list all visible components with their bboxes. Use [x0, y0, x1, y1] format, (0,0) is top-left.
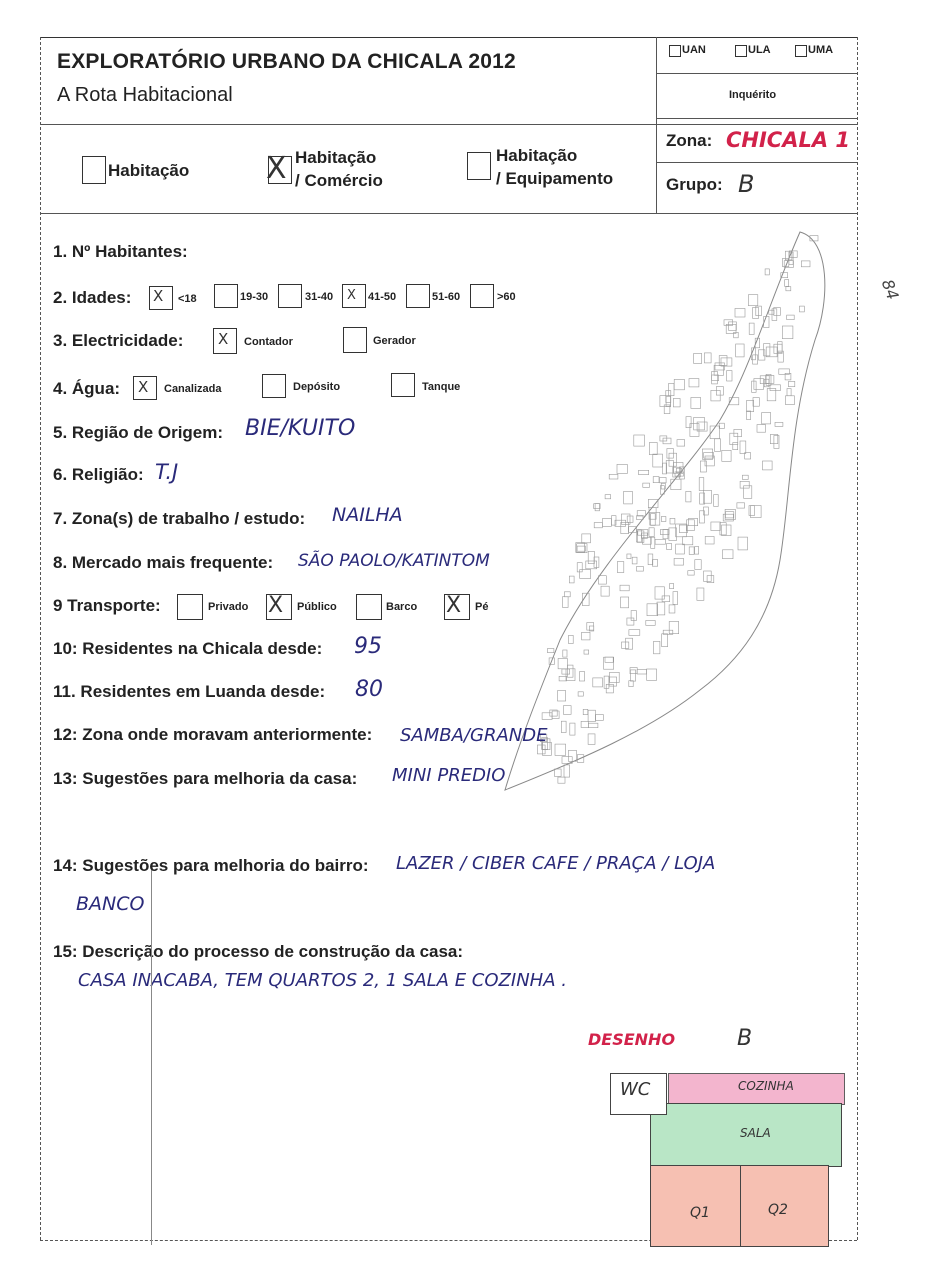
building-footprint — [588, 710, 595, 721]
building-footprint — [662, 634, 668, 647]
building-footprint — [588, 734, 595, 745]
building-footprint — [582, 534, 591, 543]
building-footprint — [558, 691, 566, 701]
building-footprint — [637, 567, 644, 572]
building-footprint — [620, 585, 629, 591]
inquerito-label: Inquérito — [729, 89, 777, 101]
check-mark-pe: X — [446, 593, 462, 618]
building-footprint — [694, 354, 702, 364]
building-footprint — [609, 677, 617, 686]
building-footprint — [669, 453, 677, 466]
building-footprint — [686, 491, 691, 502]
building-footprint — [583, 709, 588, 714]
q14-answer-line1[interactable]: LAZER / CIBER CAFE / PRAÇA / LOJA — [396, 853, 716, 874]
building-footprint — [569, 635, 574, 643]
building-footprint — [615, 520, 626, 526]
building-footprint — [688, 571, 694, 575]
building-footprint — [695, 547, 699, 555]
building-footprint — [700, 493, 705, 504]
checkbox-gerador[interactable] — [343, 327, 367, 353]
q13-answer[interactable]: MINI PREDIO — [392, 765, 506, 786]
building-footprint — [654, 641, 660, 653]
label-wc: WC — [620, 1079, 651, 1100]
building-footprint — [742, 475, 748, 479]
building-footprint — [683, 537, 693, 545]
building-footprint — [563, 706, 571, 715]
checkbox-barco[interactable] — [356, 594, 382, 620]
label-barco: Barco — [386, 601, 418, 613]
building-footprint — [638, 530, 648, 536]
checkbox-tanque[interactable] — [391, 373, 415, 397]
building-footprint — [609, 474, 618, 479]
q4-label: 4. Água: — [53, 379, 121, 398]
building-footprint — [712, 371, 718, 384]
building-footprint — [711, 522, 720, 531]
building-footprint — [676, 524, 687, 537]
label-pe: Pé — [475, 601, 489, 613]
label-contador: Contador — [244, 336, 293, 348]
building-footprint — [676, 544, 685, 554]
building-footprint — [740, 441, 746, 454]
building-footprint — [617, 464, 627, 473]
building-footprint — [787, 315, 795, 320]
building-footprint — [671, 479, 681, 490]
building-footprint — [700, 461, 706, 472]
building-footprint — [716, 387, 723, 396]
building-footprint — [561, 721, 566, 732]
building-footprint — [629, 681, 633, 687]
building-footprint — [800, 306, 805, 312]
floor-plan-group: B — [737, 1026, 753, 1051]
building-footprint — [637, 531, 644, 543]
building-footprint — [686, 417, 691, 428]
building-footprint — [765, 269, 769, 275]
building-footprint — [580, 570, 591, 579]
building-footprint — [624, 491, 633, 504]
label-age-over-60: >60 — [497, 291, 516, 303]
label-deposito: Depósito — [293, 381, 341, 393]
building-footprint — [587, 623, 594, 631]
page-subtitle: A Rota Habitacional — [57, 84, 233, 106]
q5-answer[interactable]: BIE/KUITO — [245, 416, 356, 441]
building-footprint — [648, 554, 653, 565]
q12-label: 12: Zona onde moravam anteriormente: — [53, 725, 373, 744]
building-footprint — [564, 592, 570, 597]
label-hab-equip-1: Habitação — [496, 146, 578, 165]
building-footprint — [787, 389, 791, 396]
building-footprint — [747, 400, 754, 411]
building-footprint — [727, 371, 732, 381]
building-footprint — [582, 632, 590, 640]
q8-answer[interactable]: SÃO PAOLO/KATINTOM — [298, 551, 490, 571]
label-cozinha: COZINHA — [738, 1079, 794, 1093]
page-title: EXPLORATÓRIO URBANO DA CHICALA 2012 — [57, 50, 516, 73]
building-footprint — [660, 436, 667, 441]
building-footprint — [766, 347, 777, 357]
building-footprint — [726, 512, 734, 518]
side-note: 84 — [877, 276, 903, 303]
building-footprint — [772, 309, 777, 321]
label-tanque: Tanque — [422, 381, 461, 393]
building-footprint — [655, 587, 664, 599]
building-footprint — [721, 358, 732, 366]
building-footprint — [653, 477, 659, 483]
building-footprint — [605, 657, 613, 662]
label-canalizada: Canalizada — [164, 383, 222, 395]
building-footprint — [601, 586, 609, 596]
building-footprint — [770, 385, 780, 391]
building-footprint — [735, 309, 745, 318]
q6-label: 6. Religião: — [53, 465, 144, 484]
label-q1: Q1 — [690, 1205, 710, 1221]
building-footprint — [596, 715, 604, 721]
label-age-31-40: 31-40 — [305, 291, 334, 303]
zona-value[interactable]: CHICALA 1 — [726, 128, 851, 152]
building-footprint — [617, 562, 624, 573]
building-footprint — [627, 554, 631, 559]
building-footprint — [649, 443, 657, 455]
building-footprint — [602, 519, 611, 527]
building-footprint — [757, 425, 766, 433]
q14-answer-line2[interactable]: BANCO — [76, 893, 145, 915]
building-footprint — [558, 777, 565, 783]
check-mark-age-41-50: X — [347, 288, 356, 303]
label-hab-comercio-2: / Comércio — [295, 171, 383, 190]
building-footprint — [801, 261, 810, 267]
building-footprint — [782, 326, 793, 339]
building-footprint — [558, 659, 567, 669]
q2-label: 2. Idades: — [53, 288, 132, 307]
label-sala: SALA — [740, 1126, 771, 1140]
building-footprint — [723, 514, 733, 521]
building-footprint — [714, 365, 723, 375]
building-footprint — [786, 287, 791, 291]
checkbox-age-19-30[interactable] — [214, 284, 238, 308]
building-footprint — [744, 486, 752, 499]
building-footprint — [691, 398, 701, 409]
building-footprint — [629, 630, 640, 636]
building-footprint — [643, 483, 650, 487]
building-footprint — [646, 621, 655, 626]
building-footprint — [661, 483, 665, 489]
building-footprint — [621, 522, 629, 533]
check-mark-age-under-18: X — [153, 287, 164, 305]
building-footprint — [660, 478, 667, 483]
building-footprint — [653, 454, 663, 467]
checkbox-privado[interactable] — [177, 594, 203, 620]
building-footprint — [722, 450, 731, 461]
building-footprint — [786, 396, 795, 405]
building-footprint — [559, 676, 567, 681]
building-footprint — [666, 461, 673, 474]
building-footprint — [737, 503, 745, 508]
building-footprint — [548, 649, 554, 653]
building-footprints — [537, 236, 818, 784]
building-footprint — [738, 537, 748, 550]
building-footprint — [747, 411, 751, 420]
building-footprint — [662, 596, 670, 602]
building-footprint — [760, 376, 769, 384]
building-footprint — [750, 506, 761, 518]
building-footprint — [622, 642, 629, 648]
building-footprint — [627, 618, 634, 625]
label-hab-comercio-1: Habitação — [295, 148, 377, 167]
building-footprint — [775, 422, 783, 426]
floor-plan-title: DESENHO — [588, 1030, 676, 1049]
q3-label: 3. Electricidade: — [53, 331, 184, 350]
building-footprint — [657, 602, 665, 615]
q7-label: 7. Zona(s) de trabalho / estudo: — [53, 509, 306, 528]
q11-label: 11. Residentes em Luanda desde: — [53, 682, 326, 701]
label-ula: ULA — [748, 44, 771, 56]
building-footprint — [604, 676, 609, 688]
building-footprint — [705, 537, 714, 545]
building-footprint — [674, 379, 684, 389]
label-uma: UMA — [808, 44, 834, 56]
building-footprint — [563, 650, 567, 657]
building-footprint — [552, 711, 559, 719]
building-footprint — [570, 723, 575, 735]
building-footprint — [759, 350, 765, 360]
building-footprint — [723, 550, 734, 559]
building-footprint — [606, 684, 613, 693]
building-footprint — [719, 356, 727, 366]
building-footprint — [740, 481, 749, 488]
q15-label: 15: Descrição do processo de construção da casa: — [53, 942, 464, 961]
building-footprint — [588, 723, 598, 728]
building-footprint — [689, 547, 694, 555]
q7-answer[interactable]: NAILHA — [332, 504, 403, 526]
building-footprint — [555, 744, 566, 755]
q11-answer[interactable]: 80 — [355, 677, 383, 702]
q6-answer[interactable]: T.J — [155, 460, 179, 484]
building-footprint — [650, 512, 660, 525]
building-footprint — [715, 363, 725, 370]
building-footprint — [569, 576, 574, 583]
building-footprint — [764, 379, 769, 387]
label-gerador: Gerador — [373, 335, 416, 347]
building-footprint — [661, 517, 666, 522]
pen-stroke — [151, 870, 152, 1245]
building-footprint — [669, 622, 679, 634]
label-habitacao: Habitação — [108, 161, 190, 180]
label-age-51-60: 51-60 — [432, 291, 461, 303]
building-footprint — [749, 506, 755, 516]
label-q2: Q2 — [768, 1202, 788, 1218]
building-footprint — [674, 558, 683, 565]
q5-label: 5. Região de Origem: — [53, 423, 224, 442]
check-mark-contador: X — [218, 330, 229, 348]
building-footprint — [610, 672, 620, 682]
building-footprint — [670, 584, 674, 589]
building-footprint — [749, 323, 754, 334]
building-footprint — [634, 435, 645, 446]
building-footprint — [621, 597, 629, 608]
checkbox-deposito[interactable] — [262, 374, 286, 398]
check-mark-habitacao-comercio: X — [266, 151, 287, 186]
q10-label: 10: Residentes na Chicala desde: — [53, 639, 323, 658]
label-privado: Privado — [208, 601, 249, 613]
building-footprint — [714, 495, 719, 507]
label-uan: UAN — [682, 44, 706, 56]
building-footprint — [689, 379, 699, 387]
building-footprint — [748, 295, 757, 306]
building-footprint — [584, 650, 589, 654]
check-mark-publico: X — [268, 593, 284, 618]
checkbox-age-31-40[interactable] — [278, 284, 302, 308]
building-footprint — [655, 539, 665, 544]
building-footprint — [588, 551, 594, 563]
building-footprint — [673, 592, 678, 605]
building-footprint — [753, 398, 759, 407]
label-age-41-50: 41-50 — [368, 291, 397, 303]
building-footprint — [753, 355, 758, 364]
building-footprint — [736, 344, 744, 357]
building-footprint — [669, 605, 675, 613]
q14-label: 14: Sugestões para melhoria do bairro: — [53, 856, 369, 875]
building-footprint — [605, 495, 611, 499]
q8-label: 8. Mercado mais frequente: — [53, 553, 274, 572]
building-footprint — [667, 543, 672, 549]
label-age-19-30: 19-30 — [240, 291, 269, 303]
building-footprint — [647, 604, 658, 616]
building-footprint — [677, 440, 685, 446]
building-footprint — [670, 518, 675, 524]
building-footprint — [593, 678, 603, 687]
building-footprint — [647, 669, 657, 680]
building-footprint — [774, 436, 779, 449]
q1-label: 1. Nº Habitantes: — [53, 242, 188, 261]
building-footprint — [652, 560, 657, 567]
building-footprint — [763, 461, 773, 470]
building-footprint — [697, 588, 704, 600]
building-footprint — [577, 546, 585, 551]
q12-answer[interactable]: SAMBA/GRANDE — [400, 725, 548, 746]
building-footprint — [632, 557, 637, 564]
building-footprint — [663, 529, 668, 538]
building-footprint — [649, 528, 654, 537]
building-footprint — [580, 672, 585, 681]
building-footprint — [699, 478, 704, 491]
building-footprint — [564, 765, 570, 777]
building-footprint — [594, 523, 602, 528]
label-hab-equip-2: / Equipamento — [496, 169, 614, 188]
building-footprint — [720, 523, 726, 535]
building-footprint — [762, 413, 771, 424]
building-footprint — [594, 504, 600, 509]
grupo-label: Grupo: — [666, 175, 723, 194]
q15-answer[interactable]: CASA INACABA, TEM QUARTOS 2, 1 SALA E COZINHA . — [78, 970, 567, 991]
building-footprint — [789, 381, 795, 386]
zona-label: Zona: — [666, 131, 713, 150]
building-footprint — [695, 560, 701, 570]
building-footprint — [563, 597, 569, 608]
building-footprint — [785, 280, 789, 287]
building-footprint — [630, 668, 637, 674]
building-footprint — [581, 721, 588, 727]
building-footprint — [639, 470, 649, 474]
grupo-value[interactable]: B — [738, 170, 755, 198]
building-footprint — [578, 692, 583, 696]
building-footprint — [704, 353, 711, 363]
building-footprint — [555, 769, 562, 776]
label-age-under-18: <18 — [178, 293, 197, 305]
q10-answer[interactable]: 95 — [354, 634, 382, 659]
label-publico: Público — [297, 601, 337, 613]
building-footprint — [599, 576, 607, 584]
building-footprint — [733, 443, 738, 450]
building-footprint — [673, 399, 680, 407]
building-footprint — [595, 504, 599, 511]
q9-label: 9 Transporte: — [53, 596, 161, 615]
building-footprint — [769, 310, 774, 314]
building-footprint — [637, 670, 647, 675]
building-footprint — [669, 383, 674, 395]
checkbox-age-51-60[interactable] — [406, 284, 430, 308]
building-footprint — [567, 665, 573, 677]
building-footprint — [711, 390, 720, 401]
building-footprint — [630, 670, 635, 681]
building-footprint — [714, 439, 720, 452]
check-mark-canalizada: X — [138, 378, 149, 396]
building-footprint — [704, 571, 712, 581]
checkbox-age-over-60[interactable] — [470, 284, 494, 308]
q13-label: 13: Sugestões para melhoria da casa: — [53, 769, 358, 788]
